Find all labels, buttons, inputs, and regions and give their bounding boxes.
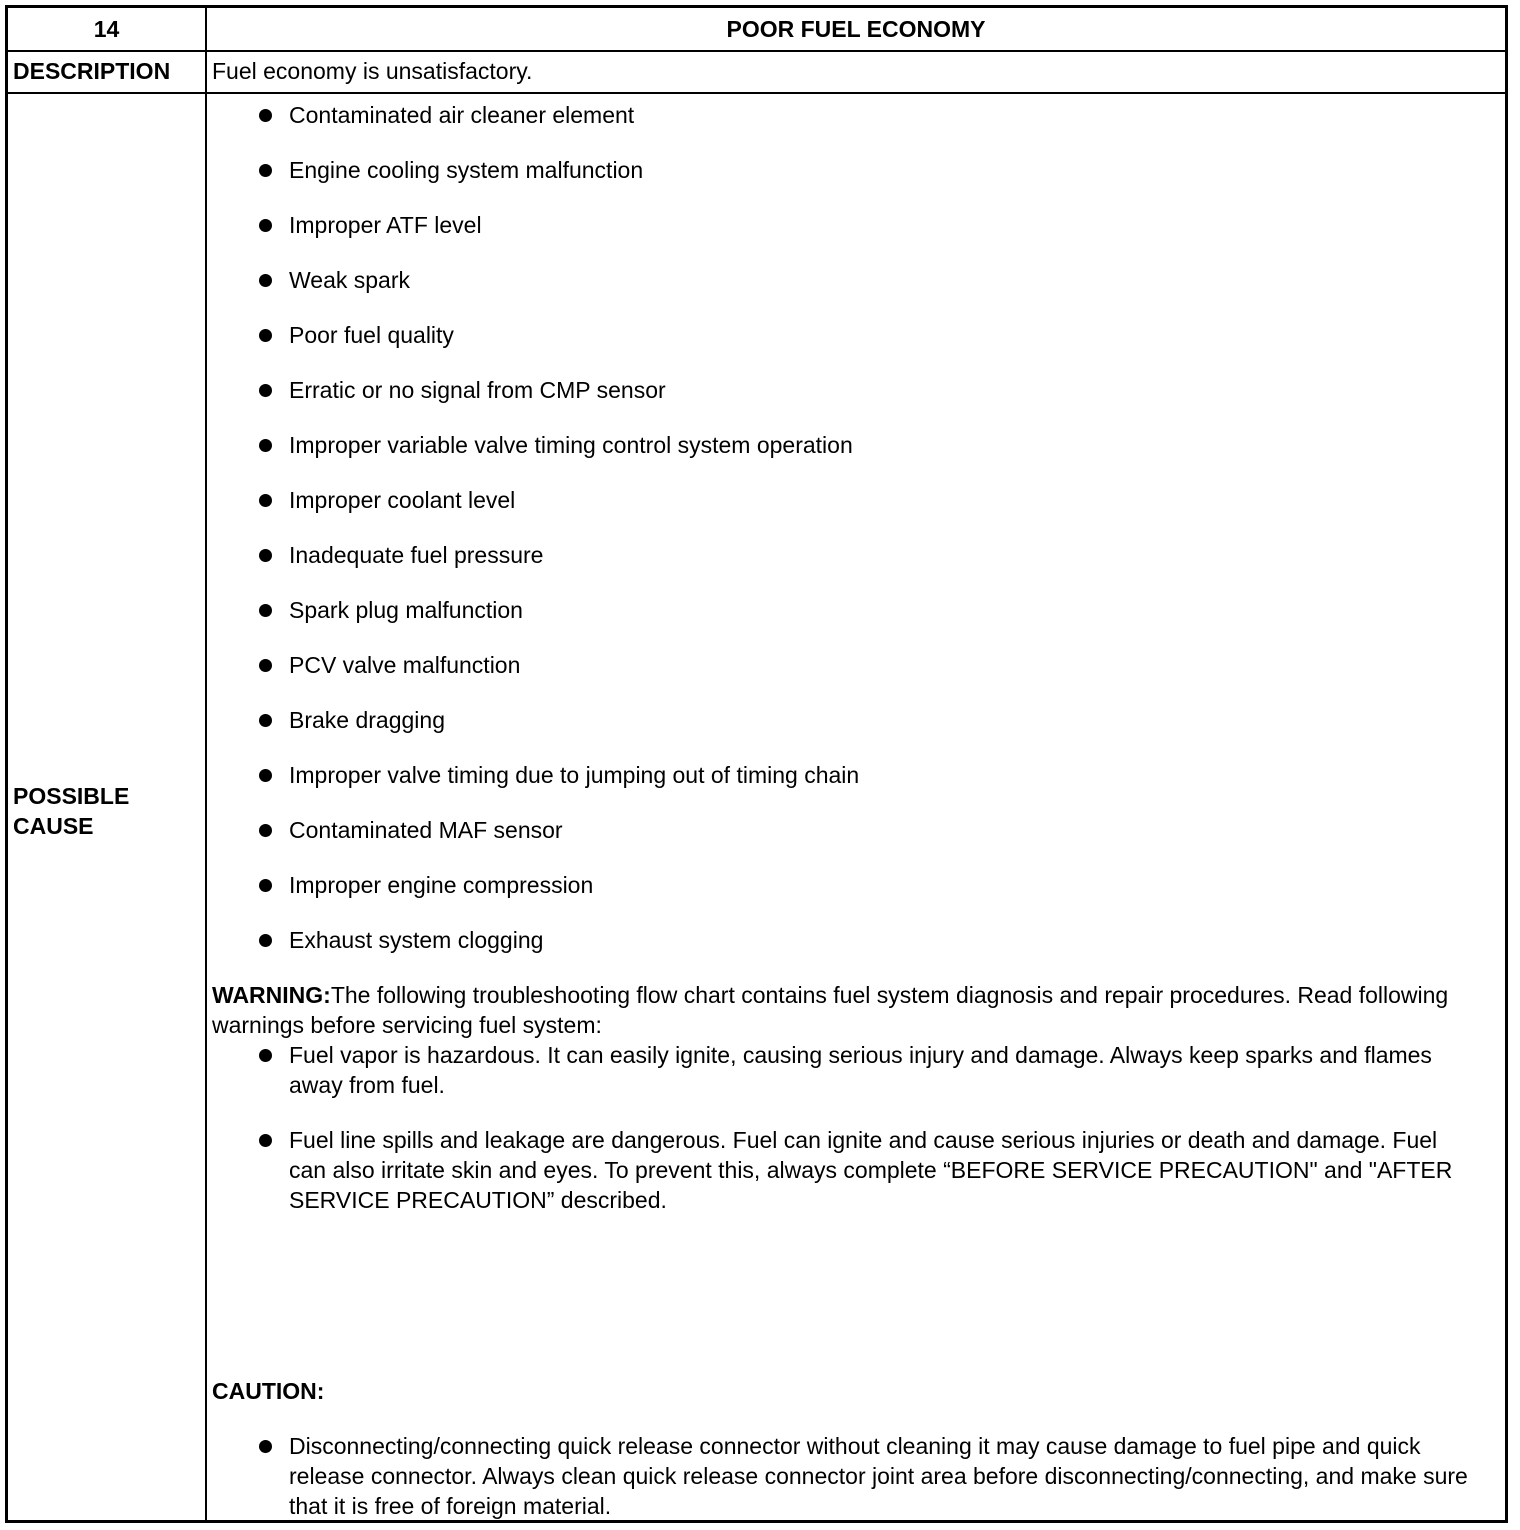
- cause-item: Improper ATF level: [212, 210, 1475, 265]
- possible-cause-label: [13, 781, 203, 841]
- cause-item: Exhaust system clogging: [212, 925, 1475, 980]
- cause-list: [212, 100, 1475, 980]
- cause-item: Contaminated MAF sensor: [212, 815, 1475, 870]
- cause-item: Contaminated air cleaner element: [212, 100, 1475, 155]
- step-number: 14: [93, 15, 120, 42]
- troubleshooting-table: [5, 5, 1508, 1523]
- cause-item: Poor fuel quality: [212, 320, 1475, 375]
- cause-item: Inadequate fuel pressure: [212, 540, 1475, 595]
- cause-item: Improper coolant level: [212, 485, 1475, 540]
- warning-text: The following troubleshooting flow chart contains fuel system diagnosis and repair procedures. Read following warnings before servicing fuel system:: [212, 982, 1449, 1038]
- cause-item: Brake dragging: [212, 705, 1475, 760]
- possible-cause-label-line1: POSSIBLE: [13, 783, 130, 809]
- caution-content: [212, 1431, 1475, 1521]
- possible-cause-label-line2: CAUSE: [13, 813, 94, 839]
- warning-label: WARNING:: [212, 982, 331, 1008]
- cause-item: Engine cooling system malfunction: [212, 155, 1475, 210]
- cause-item: Improper valve timing due to jumping out of timing chain: [212, 760, 1475, 815]
- caution-label: CAUTION:: [212, 1378, 325, 1404]
- warning-paragraph: [212, 980, 1475, 1040]
- caution-item: Disconnecting/connecting quick release connector without cleaning it may cause damage to fuel pipe and quick release connector. Always clean quick release connector joint area before disconnecting/connecting, and make sure that it is free of foreign material.: [212, 1431, 1475, 1521]
- caution-list: [212, 1431, 1475, 1521]
- cause-item: PCV valve malfunction: [212, 650, 1475, 705]
- cause-item: Improper variable valve timing control system operation: [212, 430, 1475, 485]
- cause-item: Weak spark: [212, 265, 1475, 320]
- column-divider: [205, 8, 207, 1520]
- description-text: Fuel economy is unsatisfactory.: [212, 58, 533, 84]
- possible-cause-content: [212, 93, 1475, 1240]
- cause-item: Improper engine compression: [212, 870, 1475, 925]
- description-label: DESCRIPTION: [13, 58, 171, 84]
- cause-item: Spark plug malfunction: [212, 595, 1475, 650]
- cause-item: Erratic or no signal from CMP sensor: [212, 375, 1475, 430]
- warning-list: [212, 1040, 1475, 1215]
- warning-item: Fuel line spills and leakage are dangerous. Fuel can ignite and cause serious injuries or death and damage. Fuel can also irritate skin and eyes. To prevent this, always complete “BEFORE SERVICE PRECAUTION" and "AFTER SERVICE PRECAUTION” described.: [212, 1125, 1475, 1215]
- warning-item: Fuel vapor is hazardous. It can easily ignite, causing serious injury and damage. Always keep sparks and flames away from fuel.: [212, 1040, 1475, 1100]
- step-title: POOR FUEL ECONOMY: [726, 15, 986, 42]
